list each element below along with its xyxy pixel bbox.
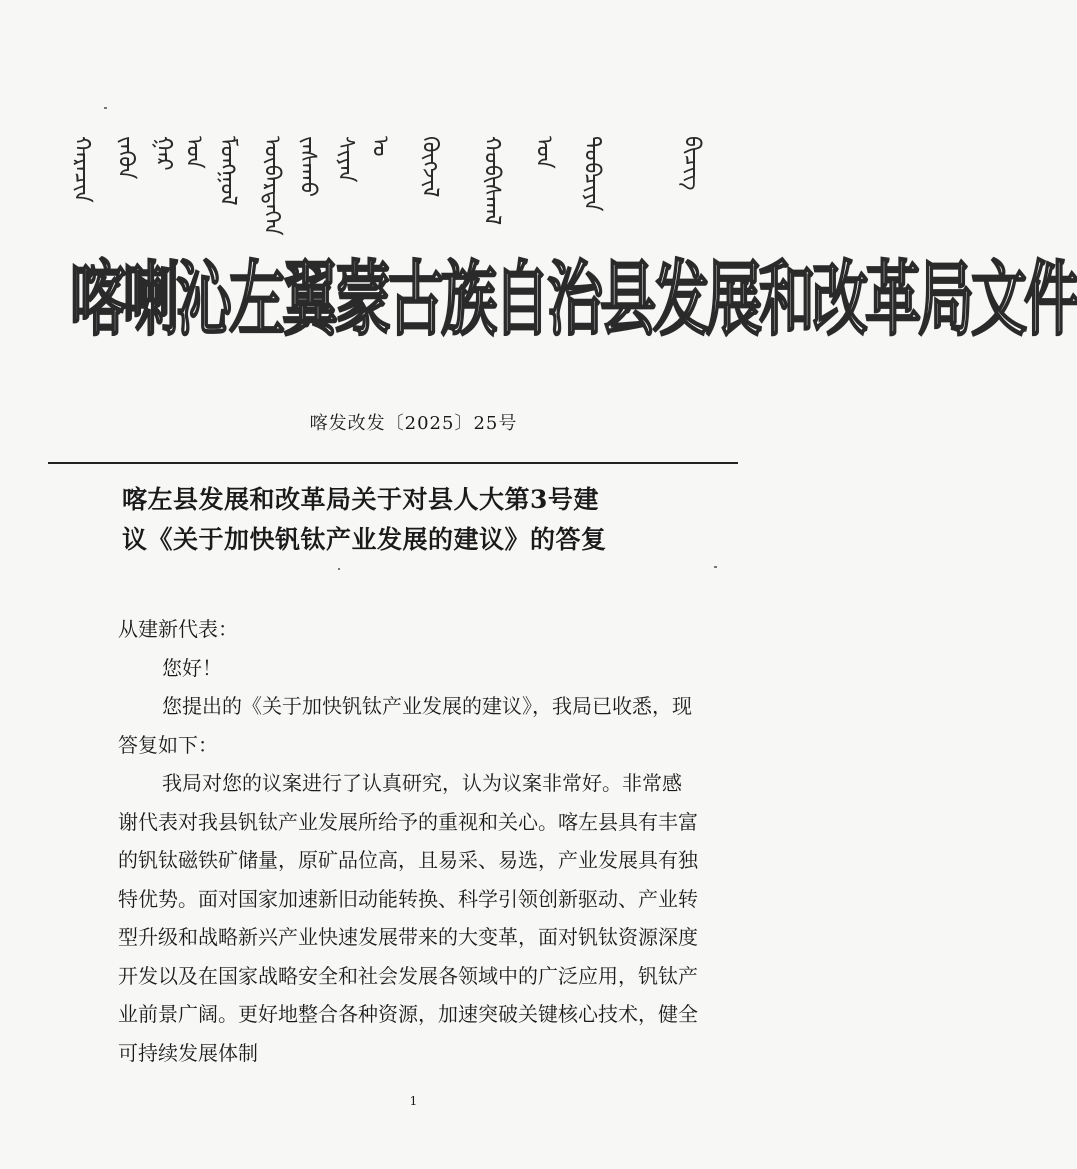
mongolian-word: ᠬᠥᠭᠵᠢᠯ bbox=[417, 136, 442, 198]
page-number: 1 bbox=[409, 1094, 418, 1108]
scan-speck bbox=[338, 568, 340, 570]
mongolian-word: ᠤ bbox=[367, 136, 392, 157]
document-number: 喀发改发〔2025〕25号 bbox=[309, 413, 518, 434]
mongolian-header bbox=[69, 136, 710, 236]
mongolian-word: ᠵᠡᠭᠦᠨ bbox=[113, 136, 138, 180]
scan-speck bbox=[104, 107, 107, 109]
mongolian-word: ᠵᠠᠰᠠᠬᠤ bbox=[295, 136, 320, 197]
mongolian-word: ᠰᠢᠶᠠᠨ bbox=[333, 136, 358, 183]
heading-line-2: 议《关于加快钒钛产业发展的建议》的答复 bbox=[122, 525, 607, 554]
reply-heading bbox=[90, 480, 730, 560]
scan-speck bbox=[714, 566, 717, 568]
letter-body bbox=[118, 610, 698, 1072]
mongolian-word: ᠤᠨ bbox=[181, 136, 206, 169]
mongolian-word: ᠲᠣᠪᠴᠢᠶᠠ bbox=[579, 136, 604, 212]
header-divider bbox=[48, 462, 738, 464]
paragraph-1: 您提出的《关于加快钒钛产业发展的建议》，我局已收悉，现答复如下： bbox=[118, 694, 692, 757]
document-title: 喀喇沁左翼蒙古族自治县发展和改革局文件 bbox=[70, 253, 1077, 348]
mongolian-word: ᠥᠪᠡᠷᠲᠡᠭᠡᠨ bbox=[259, 136, 284, 236]
mongolian-word: ᠪᠢᠴᠢᠭ bbox=[679, 136, 704, 191]
mongolian-word: ᠬᠤᠪᠢᠰᠬᠠᠯ bbox=[479, 136, 504, 226]
salutation: 从建新代表： bbox=[118, 617, 238, 641]
mongolian-word: ᠬᠠᠷᠠᠴᠢᠨ bbox=[69, 136, 94, 203]
mongolian-word: ᠭᠠᠷ bbox=[151, 136, 176, 171]
greeting: 您好！ bbox=[162, 655, 222, 680]
heading-line-1: 喀左县发展和改革局关于对县人大第3号建 bbox=[122, 485, 599, 514]
mongolian-word: ᠮᠣᠩᠭᠣᠯ bbox=[215, 136, 240, 206]
mongolian-word: ᠤᠨ bbox=[531, 136, 556, 169]
paragraph-2: 我局对您的议案进行了认真研究，认为议案非常好。非常感谢代表对我县钒钛产业发展所给予的重视和关心。喀左县具有丰富的钒钛磁铁矿储量，原矿品位高，且易采、易选，产业发展具有独特优势。面对国家加速新旧动能转换、科学引领创新驱动、产业转型升级和战略新兴产业快速发展带来的大变革，面对钒钛资源深度开发以及在国家战略安全和社会发展各领域中的广泛应用，钒钛产业前景广阔。更好地整合各种资源，加速突破关键核心技术，健全可持续发展体制 bbox=[118, 771, 698, 1065]
